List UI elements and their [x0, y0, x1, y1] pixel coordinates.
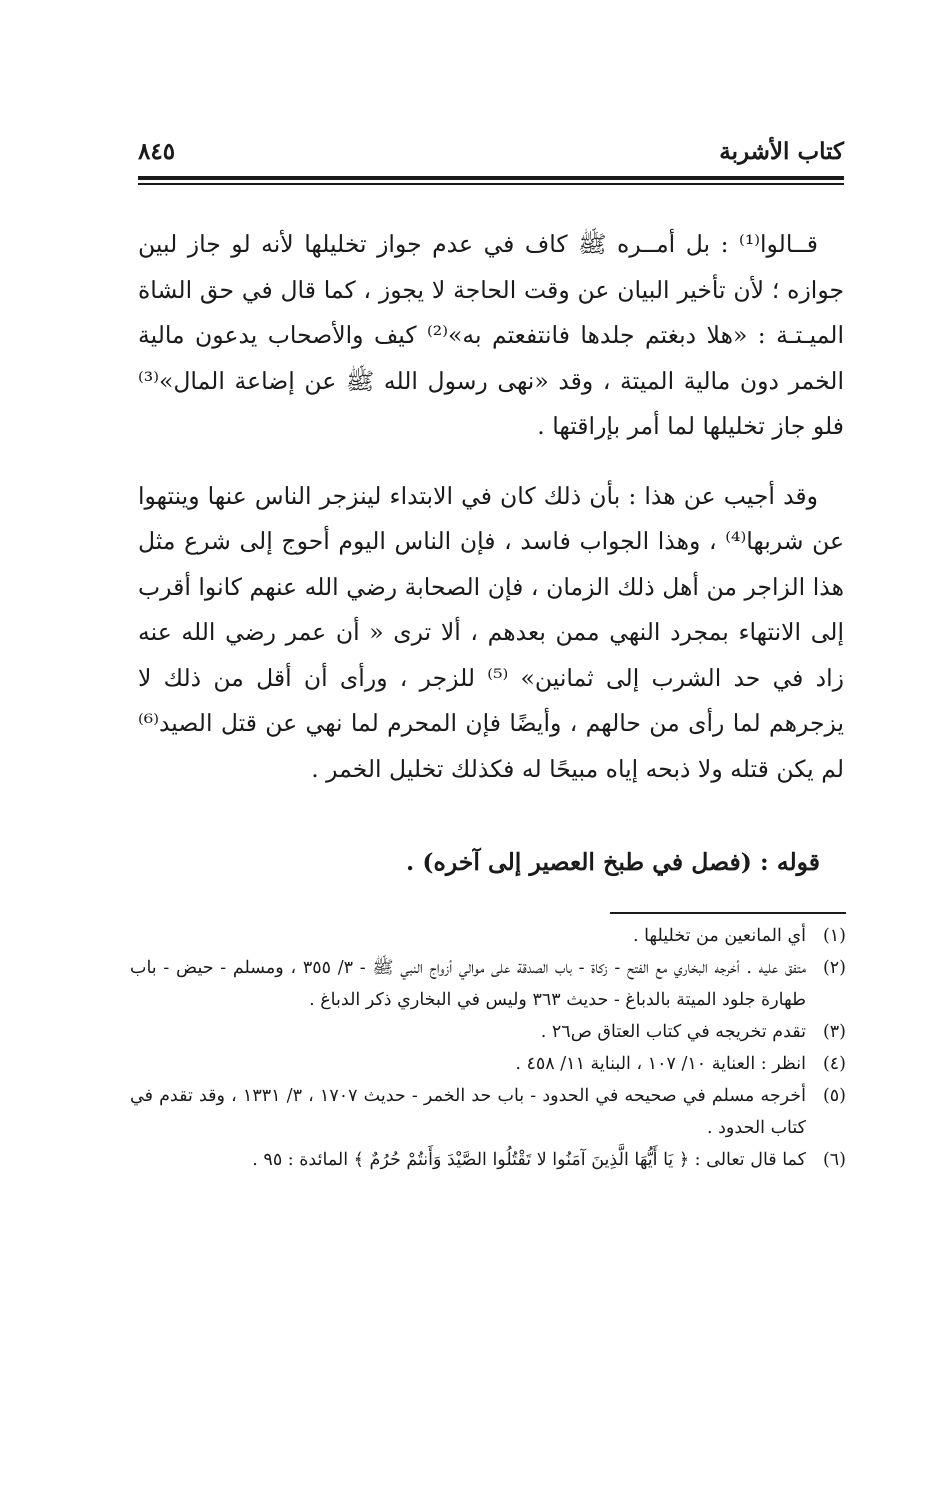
paragraph: وقد أجيب عن هذا : بأن ذلك كان في الابتداء لينزجر الناس عنها وينتهوا عن شربها⁽⁴⁾ ، وهذا الجواب فاسد ، فإن الناس اليوم أحوج إلى شرع مثل هذا الزاجر من أهل ذلك الزمان ، فإن الصحابة رضي الله عنهم كانوا أقرب إلى الانتهاء بمجرد النهي ممن بعدهم ، ألا ترى « أن عمر رضي الله عنه زاد في حد الشرب إلى ثمانين» ⁽⁵⁾ للزجر ، ورأى أن أقل من ذلك لا يزجرهم لما رأى من حالهم ، وأيضًا فإن المحرم لما نهي عن قتل الصيد⁽⁶⁾ لم يكن قتله ولا ذبحه إياه مبيحًا له فكذلك تخليل الخمر . — [138, 481, 844, 783]
footnote-text: أي المانعين من تخليلها . — [632, 926, 806, 946]
header-rule-thin — [138, 183, 844, 185]
footnote-number: (٣) — [822, 1022, 846, 1042]
footnote-number: (٥) — [822, 1086, 846, 1106]
footnote-number: (٦) — [822, 1150, 846, 1170]
footnote-item — [130, 1144, 846, 1176]
footnote-text: انظر : العناية ١٠/ ١٠٧ ، البناية ١١/ ٤٥٨ . — [515, 1054, 806, 1074]
book-title: كتاب الأشربة — [719, 138, 844, 165]
footnote-number: (٤) — [822, 1054, 846, 1074]
section-heading: قوله : (فصل في طبخ العصير إلى آخره) . — [406, 848, 820, 876]
header-rule-thick — [138, 176, 844, 180]
page-number: ٨٤٥ — [138, 138, 176, 165]
footnote-separator — [610, 912, 846, 914]
footnote-item — [130, 1080, 846, 1144]
footnote-item — [130, 1048, 846, 1080]
footnote-text: كما قال تعالى : ﴿ يَا أَيُّهَا الَّذِينَ آمَنُوا لا تَقْتُلُوا الصَّيْدَ وَأَنتُمْ حُرُمٌ ﴾ المائدة : ٩٥ . — [252, 1150, 806, 1170]
footnote-text: أخرجه مسلم في صحيحه في الحدود - باب حد الخمر - حديث ١٧٠٧ ، ٣/ ١٣٣١ ، وقد تقدم في كتاب الحدود . — [130, 1086, 806, 1138]
main-text — [138, 222, 844, 792]
footnotes — [130, 920, 846, 1176]
footnote-item — [130, 952, 846, 1016]
footnote-item — [130, 1016, 846, 1048]
footnote-number: (٢) — [822, 958, 846, 978]
footnote-item — [130, 920, 846, 952]
footnote-text: متفق عليه . أخرجه البخاري مع الفتح - زكاة - باب الصدقة على موالي أزواج النبي ﷺ - ٣/ ٣٥٥ ، ومسلم - حيض - باب طهارة جلود الميتة بالدباغ - حديث ٣٦٣ وليس في البخاري ذكر الدباغ . — [130, 958, 806, 1010]
footnote-text: تقدم تخريجه في كتاب العتاق ص٢٦ . — [540, 1022, 806, 1042]
footnote-number: (١) — [822, 926, 846, 946]
page-header — [138, 138, 844, 172]
paragraph: قــالوا⁽¹⁾ : بل أمــره ﷺ كاف في عدم جواز تخليلها لأنه لو جاز لبين جوازه ؛ لأن تأخير البيان عن وقت الحاجة لا يجوز ، كما قال في حق الشاة الميـتـة : «هلا دبغتم جلدها فانتفعتم به»⁽²⁾ كيف والأصحاب يدعون مالية الخمر دون مالية الميتة ، وقد «نهى رسول الله ﷺ عن إضاعة المال»⁽³⁾ فلو جاز تخليلها لما أمر بإراقتها . — [138, 230, 844, 440]
